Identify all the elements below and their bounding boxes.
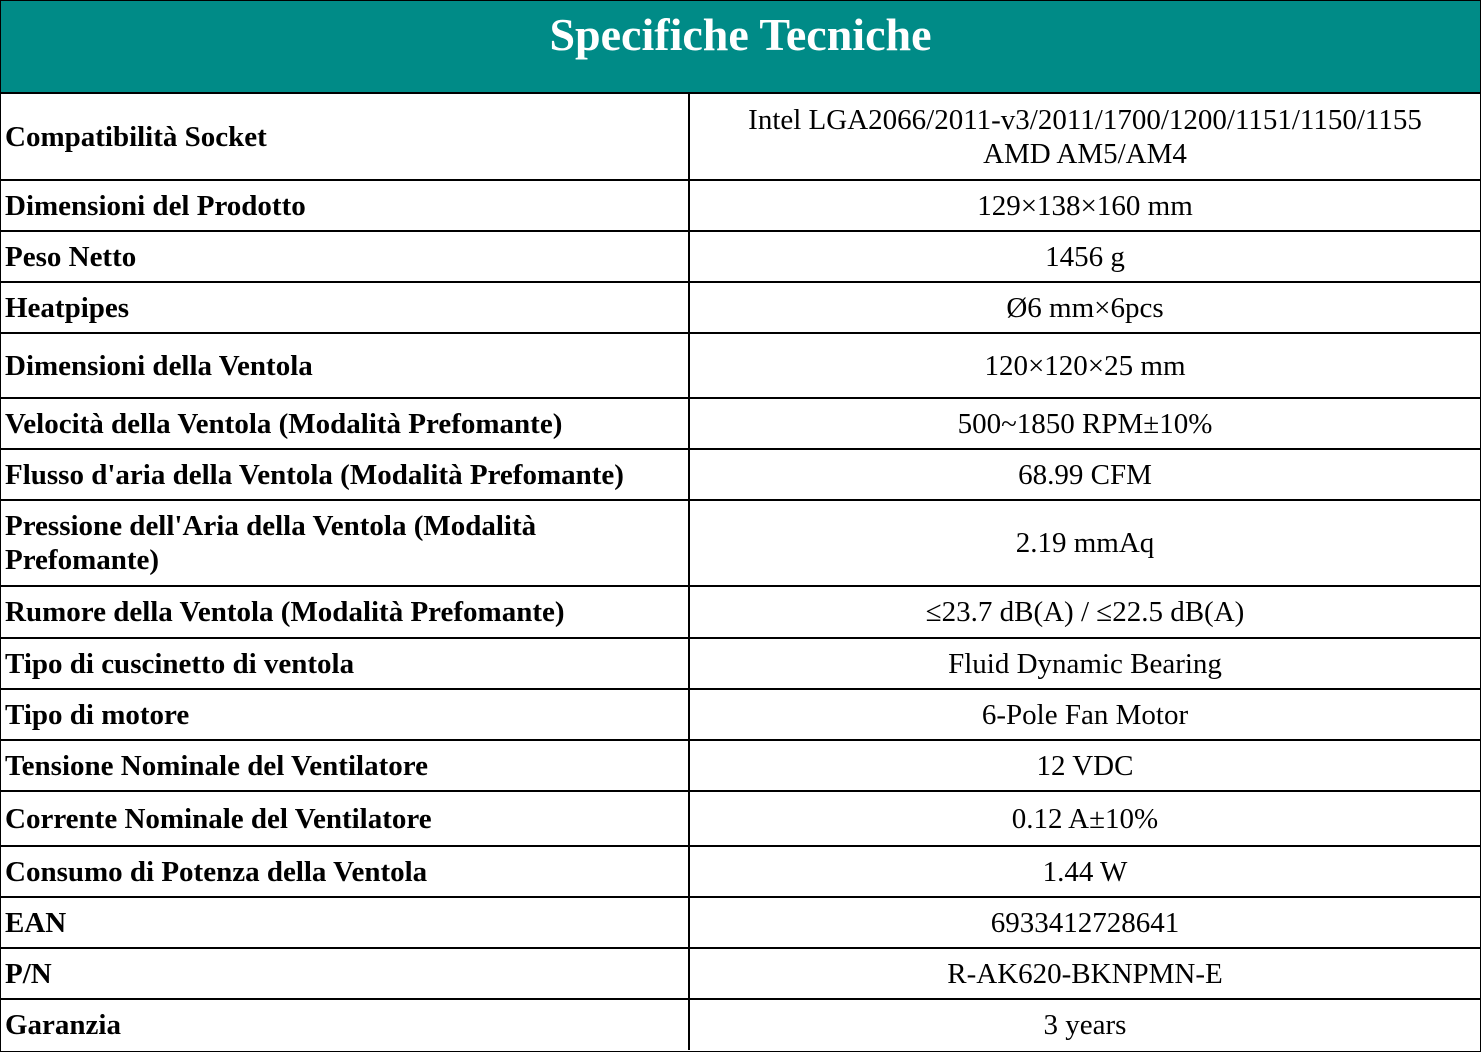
spec-value-line: AMD AM5/AM4	[983, 137, 1187, 170]
spec-value	[689, 897, 1480, 948]
spec-value-line: 1.44 W	[1042, 855, 1128, 888]
spec-label: EAN	[1, 897, 689, 948]
spec-value	[689, 846, 1480, 897]
spec-label: Heatpipes	[1, 282, 689, 333]
table-row	[1, 586, 1480, 638]
spec-value	[689, 282, 1480, 333]
spec-value-line: 3 years	[1043, 1009, 1127, 1041]
spec-value-line: 2.19 mmAq	[1015, 527, 1155, 559]
table-header	[1, 1, 1480, 94]
spec-value-line: 0.12 A±10%	[1011, 802, 1159, 835]
spec-value	[689, 333, 1480, 398]
spec-value	[689, 500, 1480, 586]
table-row	[1, 740, 1480, 791]
spec-value-line: 120×120×25 mm	[984, 349, 1186, 382]
table-row	[1, 999, 1480, 1050]
spec-label: Pressione dell'Aria della Ventola (Modalità Prefomante)	[1, 500, 689, 586]
spec-label: Corrente Nominale del Ventilatore	[1, 791, 689, 846]
spec-value-line: 1456 g	[1045, 240, 1125, 273]
table-row	[1, 449, 1480, 500]
spec-label: Consumo di Potenza della Ventola	[1, 846, 689, 897]
spec-value	[689, 948, 1480, 999]
spec-label: Garanzia	[1, 999, 689, 1050]
spec-value-line: 129×138×160 mm	[977, 189, 1193, 222]
spec-value-line: Intel LGA2066/2011-v3/2011/1700/1200/1151/1150/1155	[748, 103, 1422, 136]
spec-value-line: 6933412728641	[990, 906, 1180, 939]
spec-value	[689, 740, 1480, 791]
spec-value	[689, 449, 1480, 500]
spec-label: Tensione Nominale del Ventilatore	[1, 740, 689, 791]
spec-value-line: Ø6 mm×6pcs	[1006, 291, 1164, 324]
table-row	[1, 333, 1480, 398]
spec-label: P/N	[1, 948, 689, 999]
table-row	[1, 846, 1480, 897]
spec-value	[689, 231, 1480, 282]
spec-label: Tipo di cuscinetto di ventola	[1, 638, 689, 689]
table-row	[1, 500, 1480, 586]
page-title: Specifiche Tecniche	[549, 9, 932, 60]
table-row	[1, 94, 1480, 180]
spec-value	[689, 791, 1480, 846]
table-row	[1, 638, 1480, 689]
spec-value	[689, 180, 1480, 231]
table-row	[1, 897, 1480, 948]
spec-value-line: 12 VDC	[1036, 749, 1134, 782]
table-row	[1, 180, 1480, 231]
spec-value-line: 500~1850 RPM±10%	[957, 407, 1213, 440]
spec-label: Dimensioni della Ventola	[1, 333, 689, 398]
spec-value-line: 6-Pole Fan Motor	[981, 698, 1189, 731]
spec-value	[689, 398, 1480, 449]
spec-label: Dimensioni del Prodotto	[1, 180, 689, 231]
table-row	[1, 231, 1480, 282]
spec-value-line: R-AK620-BKNPMN-E	[947, 957, 1223, 990]
spec-label: Peso Netto	[1, 231, 689, 282]
spec-value	[689, 94, 1480, 180]
spec-value	[689, 586, 1480, 638]
table-row	[1, 398, 1480, 449]
spec-value-line: ≤23.7 dB(A) / ≤22.5 dB(A)	[925, 596, 1245, 628]
spec-value	[689, 638, 1480, 689]
spec-label: Compatibilità Socket	[1, 94, 689, 180]
table-row	[1, 689, 1480, 740]
spec-label: Flusso d'aria della Ventola (Modalità Prefomante)	[1, 449, 689, 500]
spec-value	[689, 999, 1480, 1050]
spec-label: Rumore della Ventola (Modalità Prefomante)	[1, 586, 689, 638]
spec-value-line: Fluid Dynamic Bearing	[948, 647, 1222, 680]
spec-value	[689, 689, 1480, 740]
table-row	[1, 791, 1480, 846]
spec-label: Velocità della Ventola (Modalità Prefomante)	[1, 398, 689, 449]
table-row	[1, 282, 1480, 333]
table-row	[1, 948, 1480, 999]
spec-value-line: 68.99 CFM	[1018, 458, 1152, 491]
spec-table	[1, 94, 1480, 1050]
spec-label: Tipo di motore	[1, 689, 689, 740]
